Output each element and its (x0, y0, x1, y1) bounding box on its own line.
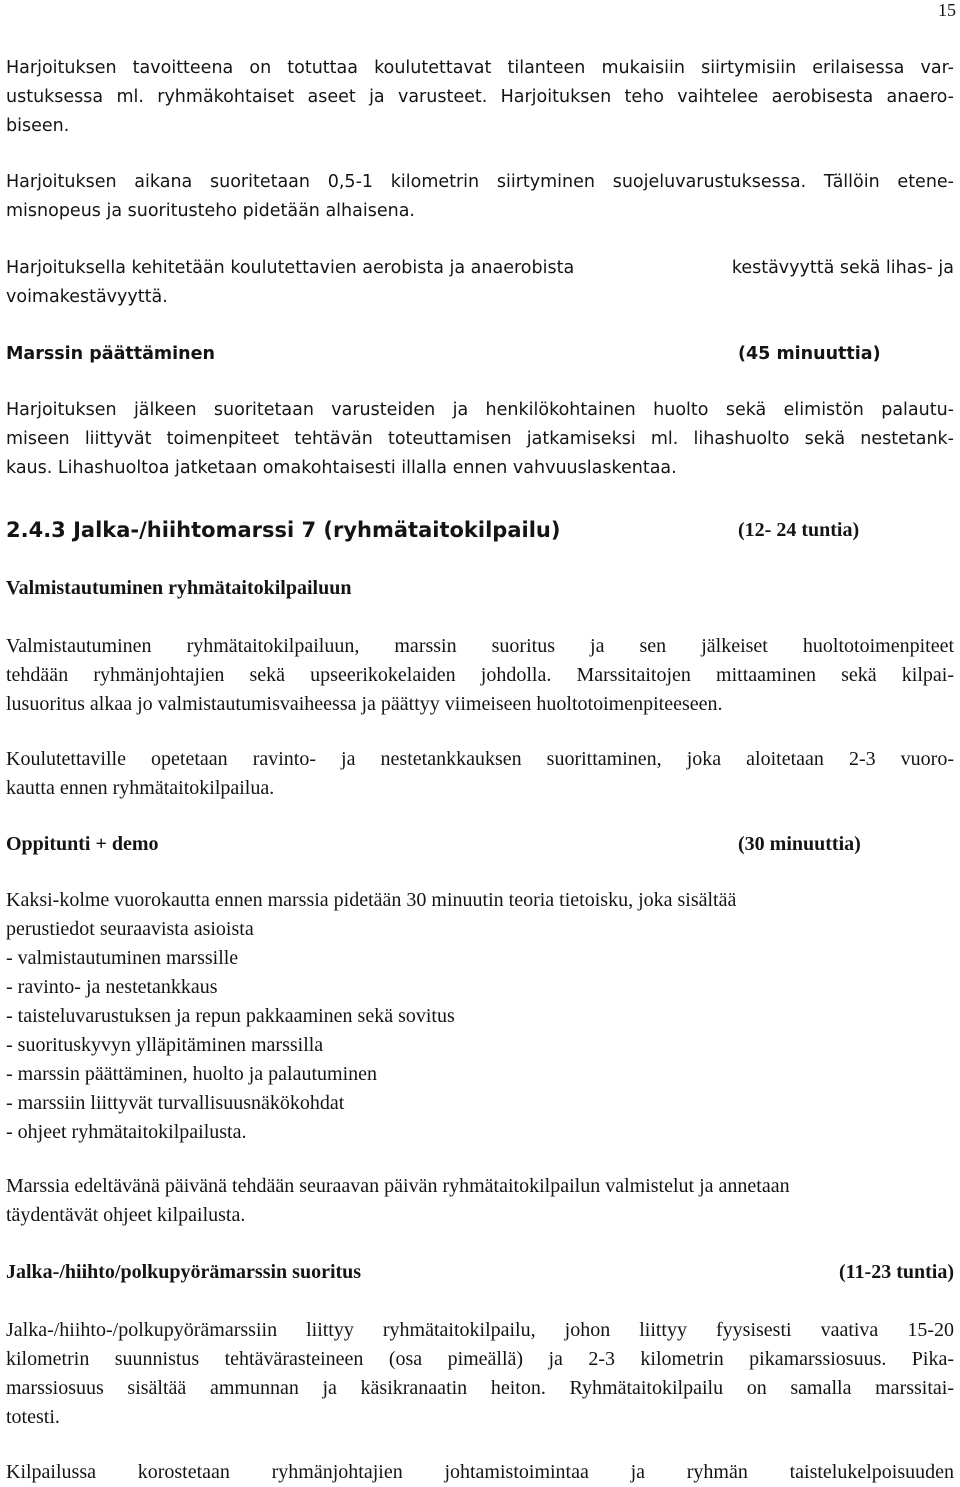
text-line: Marssia edeltävänä päivänä tehdään seuraavan päivän ryhmätaitokilpailun valmistelut ja annetaan (6, 1175, 790, 1197)
text-line: lusuoritus alkaa jo valmistautumisvaiheessa ja päättyy viimeiseen huoltotoimenpiteeseen. (6, 693, 723, 715)
text-line: ustuksessa ml. ryhmäkohtaiset aseet ja varusteet. Harjoituksen teho vaihtelee aerobisesta anaero- (6, 87, 954, 107)
heading-duration: (30 minuuttia) (738, 833, 861, 855)
text-line: tehdään ryhmänjohtajien sekä upseerikokelaiden johdolla. Marssitaitojen mittaaminen sekä kilpai- (6, 664, 954, 686)
heading-duration: (11-23 tuntia) (839, 1261, 954, 1283)
text-line: kautta ennen ryhmätaitokilpailua. (6, 777, 275, 799)
section-heading (6, 516, 954, 545)
list-item: - ohjeet ryhmätaitokilpailusta. (6, 1121, 247, 1143)
text-line: voimakestävyyttä. (6, 287, 168, 307)
list-item: - taisteluvarustuksen ja repun pakkaaminen sekä sovitus (6, 1005, 455, 1027)
paragraph-exercise-during (6, 168, 954, 226)
text-line: kilometrin suunnistus tehtävärasteineen (osa pimeällä) ja 2-3 kilometrin pikamarssiosuus. Pika- (6, 1348, 954, 1370)
paragraph-preparation (6, 632, 954, 719)
paragraph-nutrition (6, 745, 954, 803)
paragraph-competition (6, 1458, 954, 1487)
list-item: - ravinto- ja nestetankkaus (6, 976, 218, 998)
heading-duration: (45 minuuttia) (738, 344, 881, 364)
heading-title: Marssin päättäminen (6, 344, 215, 364)
text-line: miseen liittyvät toimenpiteet tehtävän toteuttamisen jatkamiseksi ml. lihashuolto sekä nestetank- (6, 429, 954, 449)
heading-preparation (6, 574, 954, 603)
text-line: Koulutettaville opetetaan ravinto- ja nestetankkauksen suorittaminen, joka aloitetaan 2-3 vuoro- (6, 748, 954, 770)
heading-march-execution (6, 1258, 954, 1287)
text-line: misnopeus ja suoritusteho pidetään alhaisena. (6, 201, 415, 221)
text-line: perustiedot seuraavista asioista (6, 918, 254, 940)
heading-title: Jalka-/hiihto/polkupyörämarssin suoritus (6, 1261, 362, 1283)
text-line: kaus. Lihashuoltoa jatketaan omakohtaisesti illalla ennen vahvuuslaskentaa. (6, 458, 677, 478)
heading-lesson-demo (6, 830, 954, 859)
paragraph-exercise-develops (6, 254, 954, 312)
text-line: Kilpailussa korostetaan ryhmänjohtajien johtamistoimintaa ja ryhmän taistelukelpoisuuden (6, 1461, 954, 1483)
text-line: Kaksi-kolme vuorokautta ennen marssia pidetään 30 minuutin teoria tietoisku, joka sisältää (6, 889, 737, 911)
text-line: biseen. (6, 116, 70, 136)
paragraph-lesson (6, 886, 954, 1147)
paragraph-after-exercise (6, 396, 954, 483)
text-line-left: Harjoituksella kehitetään koulutettavien aerobista ja anaerobista (6, 258, 575, 278)
text-line: Valmistautuminen ryhmätaitokilpailuun, marssin suoritus ja sen jälkeiset huoltotoimenpiteet (6, 635, 954, 657)
section-duration: (12- 24 tuntia) (738, 519, 860, 541)
heading-march-ending (6, 340, 954, 369)
paragraph-march-execution (6, 1316, 954, 1432)
text-line: Harjoituksen aikana suoritetaan 0,5-1 kilometrin siirtyminen suojeluvarustuksessa. Tällöin etene- (6, 172, 954, 192)
paragraph-day-before (6, 1172, 954, 1230)
paragraph-exercise-goal (6, 54, 954, 141)
text-line: marssiosuus sisältää ammunnan ja käsikranaatin heiton. Ryhmätaitokilpailu on samalla marssitai- (6, 1377, 954, 1399)
page-number: 15 (938, 0, 956, 20)
text-line: totesti. (6, 1406, 60, 1428)
text-line-right: kestävyyttä sekä lihas- ja (731, 258, 954, 278)
heading-title: Valmistautuminen ryhmätaitokilpailuun (6, 577, 352, 599)
list-item: - marssiin liittyvät turvallisuusnäkökohdat (6, 1092, 345, 1114)
section-title: 2.4.3 Jalka-/hiihtomarssi 7 (ryhmätaitokilpailu) (6, 518, 561, 542)
text-line: täydentävät ohjeet kilpailusta. (6, 1204, 246, 1226)
list-item: - marssin päättäminen, huolto ja palautuminen (6, 1063, 378, 1085)
text-line: Harjoituksen tavoitteena on totuttaa koulutettavat tilanteen mukaisiin siirtymisiin erilaisessa var- (6, 58, 954, 78)
list-item: - valmistautuminen marssille (6, 947, 239, 969)
text-line: Harjoituksen jälkeen suoritetaan varusteiden ja henkilökohtainen huolto sekä elimistön palautu- (6, 400, 954, 420)
text-line: Jalka-/hiihto-/polkupyörämarssiin liittyy ryhmätaitokilpailu, johon liittyy fyysisesti vaativa 15-20 (6, 1319, 954, 1341)
heading-title: Oppitunti + demo (6, 833, 159, 855)
list-item: - suorituskyvyn ylläpitäminen marssilla (6, 1034, 324, 1056)
